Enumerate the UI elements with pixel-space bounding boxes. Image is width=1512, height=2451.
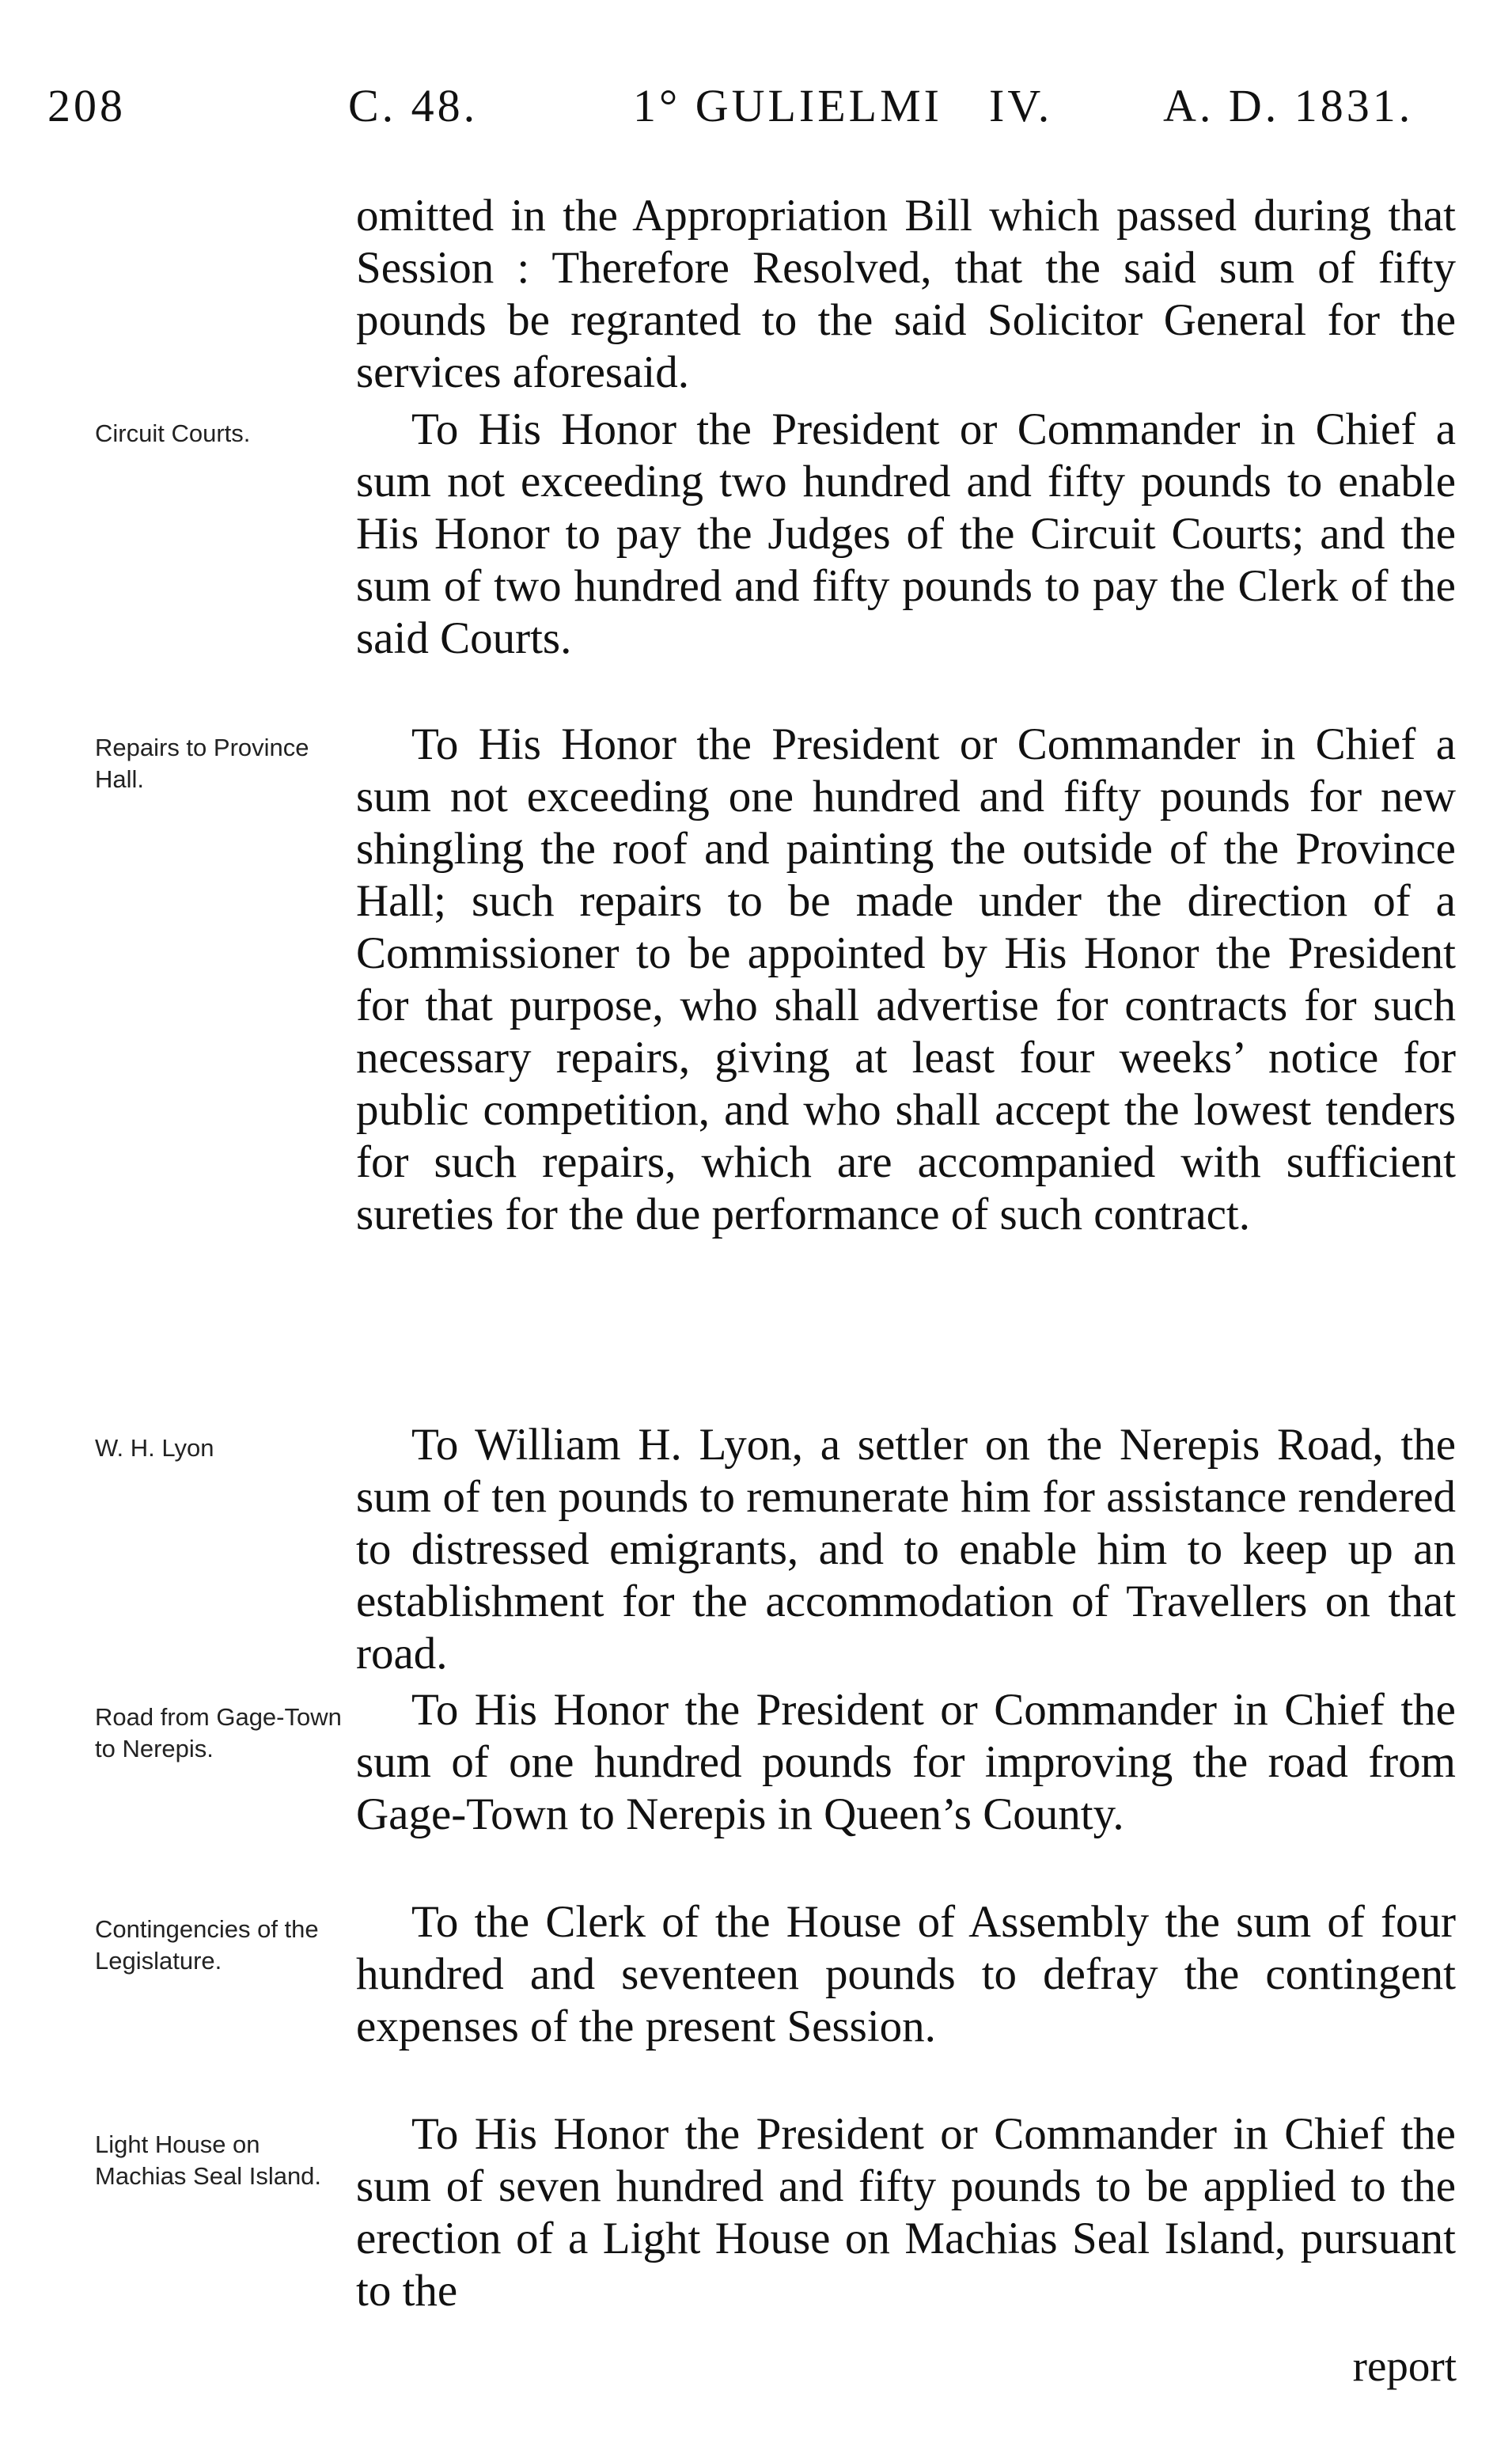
margin-note: W. H. Lyon xyxy=(95,1434,214,1462)
margin-note: Repairs to Province Hall. xyxy=(95,734,309,793)
body-paragraph: To His Honor the President or Commander in Chief a sum not exceeding two hundred and fifty pounds to enable His Honor to pay the Judges of the Circuit Courts; and the sum of two hundred and fifty pounds to pay the Clerk of the said Courts. xyxy=(356,404,1456,663)
year-label: A. D. 1831. xyxy=(1163,80,1414,131)
body-paragraph: To William H. Lyon, a settler on the Nerepis Road, the sum of ten pounds to remunerate him for assistance rendered to distressed emigrants, and to enable him to keep up an establishment for the accommodation of Travellers on that road. xyxy=(356,1420,1456,1679)
body-paragraph: To His Honor the President or Commander in Chief the sum of seven hundred and fifty pounds to be applied to the erection of a Light House on Machias Seal Island, pursuant to the xyxy=(356,2109,1456,2316)
body-paragraph: To the Clerk of the House of Assembly the sum of four hundred and seventeen pounds to defray the contingent expenses of the present Session. xyxy=(356,1897,1456,2051)
catchword: report xyxy=(1352,2342,1457,2390)
regnal-year: 1° GULIELMI xyxy=(633,80,942,131)
body-paragraph: omitted in the Appropriation Bill which passed during that Session : Therefore Resolved, that the said sum of fifty pounds be regranted to the said Solicitor General for the services aforesaid. xyxy=(356,191,1456,397)
margin-note: Circuit Courts. xyxy=(95,419,251,447)
margin-note: Contingencies of the Legislature. xyxy=(95,1915,319,1975)
body-paragraph: To His Honor the President or Commander in Chief the sum of one hundred pounds for improving the road from Gage-Town to Nerepis in Queen’s County. xyxy=(356,1685,1456,1839)
reign-numeral: IV. xyxy=(989,80,1053,131)
margin-note: Road from Gage-Town to Nerepis. xyxy=(95,1703,342,1762)
body-paragraph: To His Honor the President or Commander in Chief a sum not exceeding one hundred and fifty pounds for new shingling the roof and painting the outside of the Province Hall; such repairs to be made under the direction of a Commissioner to be appointed by His Honor the President for that purpose, who shall advertise for contracts for such necessary repairs, giving at least four weeks’ notice for public competition, and who shall accept the lowest tenders for such repairs, which are accompanied with sufficient sureties for the due performance of such contract. xyxy=(356,719,1456,1239)
chapter-number: C. 48. xyxy=(348,80,479,131)
running-head xyxy=(47,79,1464,135)
page-number: 208 xyxy=(47,80,126,131)
margin-note: Light House on Machias Seal Island. xyxy=(95,2130,322,2190)
